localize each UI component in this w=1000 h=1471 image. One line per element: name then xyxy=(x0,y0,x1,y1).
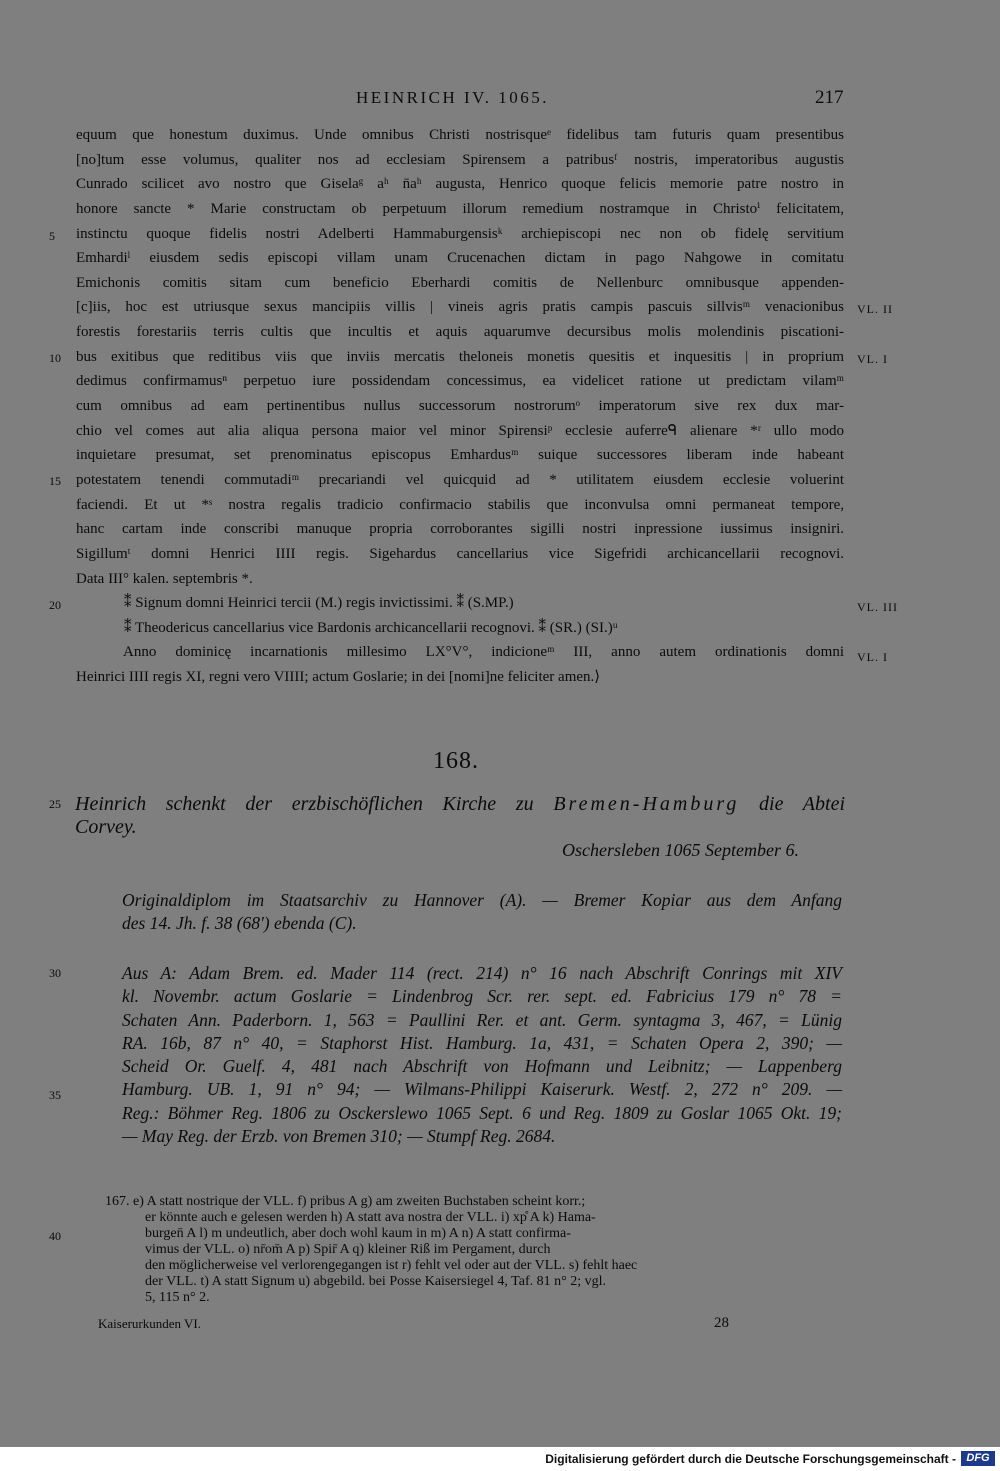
charter-text xyxy=(76,123,844,690)
margin-note: VL. I xyxy=(857,352,888,366)
text-line: Emichonis comitis sitam cum beneficio Eberhardi comitis de Nellenburc omnibusque appenden- xyxy=(76,274,844,291)
text-line: Data III° kalen. septembris *. xyxy=(76,570,253,587)
text-line: Sigillumᵗ domni Henrici IIII regis. Sigehardus cancellarius vice Sigefridi archicancellarii recognovi. xyxy=(76,545,844,562)
edition-line: RA. 16b, 87 n° 40, = Staphorst Hist. Hamburg. 1a, 431, = Schaten Opera 2, 390; — xyxy=(122,1032,842,1053)
text-line: hanc cartam inde conscribi manuque propria corroborantes sigilli nostri inpressione iussimus insigniri. xyxy=(76,521,844,538)
text-line: cum omnibus ad eam pertinentibus nullus successorum nostrorumᵒ imperatorum sive rex dux mar- xyxy=(76,398,844,415)
title-place: Bremen-Hamburg xyxy=(553,793,740,815)
text-line: honore sancte * Marie constructam ob perpetuum illorum remedium nostramque in Christoⁱ felicitatem, xyxy=(76,200,844,217)
text-line: [c]iis, hoc est utriusque sexus mancipiis villis | vineis agris pratis campis pascuis sillvisᵐ venacionibus xyxy=(76,299,844,316)
document-number: 168. xyxy=(433,748,479,774)
footnote-line: 167. e) A statt nostrique der VLL. f) pribus A g) am zweiten Buchstaben scheint korr.; xyxy=(105,1194,586,1209)
footnotes xyxy=(105,1194,842,1306)
source-line: des 14. Jh. f. 38 (68') ebenda (C). xyxy=(122,913,357,933)
edition-line: — May Reg. der Erzb. von Bremen 310; — Stumpf Reg. 2684. xyxy=(122,1126,556,1147)
line-number: 30 xyxy=(49,966,61,980)
footnote-line: 5, 115 n° 2. xyxy=(145,1290,210,1305)
text-line: forestis forestariis terris cultis que incultis et aquis aquarumve decursibus molis molendinis piscationi- xyxy=(76,324,844,341)
source-line: Originaldiplom im Staatsarchiv zu Hannover (A). — Bremer Kopiar aus dem Anfang xyxy=(122,890,842,910)
text-line: equum que honestum duximus. Unde omnibus Christi nostrisqueᵉ fidelibus tam futuris quam presentibus xyxy=(76,127,844,143)
edition-line: Scheid Or. Guelf. 4, 481 nach Abschrift von Hofmann und Leibnitz; — Lappenberg xyxy=(122,1056,842,1077)
edition-line: Hamburg. UB. 1, 91 n° 94; — Wilmans-Philippi Kaiserurk. Westf. 2, 272 n° 209. — xyxy=(122,1079,842,1100)
edition-line: Schaten Ann. Paderborn. 1, 563 = Paullini Rer. et ant. Germ. syntagma 3, 467, = Lünig xyxy=(122,1009,842,1030)
line-number: 25 xyxy=(49,797,61,811)
title-part: Corvey. xyxy=(75,816,137,838)
signature-mark: Kaiserurkunden VI. xyxy=(98,1316,202,1331)
credit-bar xyxy=(0,1447,1000,1471)
edition-line: kl. Novembr. actum Goslarie = Lindenbrog Scr. rer. sept. ed. Fabricius 179 n° 78 = xyxy=(122,986,842,1007)
line-number: 10 xyxy=(49,351,61,365)
page-number: 217 xyxy=(815,87,844,108)
text-line: Emhardiˡ eiusdem sedis episcopi villam unam Crucenachen dictam in pago Nahgowe in comitatu xyxy=(76,250,844,267)
dfg-logo-icon: DFG xyxy=(961,1451,995,1466)
running-head: HEINRICH IV. 1065. xyxy=(356,88,549,107)
dating-line: Anno dominicę incarnationis millesimo LX°V°, indicioneᵐ III, anno autem ordinationis domni xyxy=(123,644,844,661)
place-date: Oschersleben 1065 September 6. xyxy=(562,840,799,860)
title-part: die Abtei xyxy=(739,793,845,815)
footnote-line: burgen̄ A l) m undeutlich, aber doch wohl kaum in m) A n) A statt confirma- xyxy=(145,1226,571,1241)
footnote-line: den möglicherweise vel verlorengegangen ist r) fehlt vel oder aut der VLL. s) fehlt haec xyxy=(145,1258,638,1273)
recognition-line: ⁑ Theodericus cancellarius vice Bardonis archicancellarii recognovi. ⁑ (SR.) (SI.)ᵘ xyxy=(124,619,618,636)
text-line: instinctu quoque fidelis nostri Adelberti Hammaburgensisᵏ archiepiscopi nec non ob fidelę servitium xyxy=(76,225,844,242)
line-number: 35 xyxy=(49,1088,61,1102)
line-number: 20 xyxy=(49,598,61,612)
text-line: Cunrado scilicet avo nostro que Giselaᵍ aʰ n̄aʰ augusta, Henrico quoque felicis memorie patre nostro in xyxy=(76,176,844,193)
line-number: 15 xyxy=(49,474,61,488)
footnote-line: der VLL. t) A statt Signum u) abgebild. bei Posse Kaisersiegel 4, Taf. 81 n° 2; vgl. xyxy=(145,1274,606,1289)
line-number: 40 xyxy=(49,1229,61,1243)
text-line: dedimus confirmamusⁿ perpetuo iure possidendam concessimus, ea videlicet ratione ut predictam vilamᵐ xyxy=(76,373,844,390)
signum-line: ⁑ Signum domni Heinrici tercii (M.) regis invictissimi. ⁑ (S.MP.) xyxy=(124,595,514,612)
source-note xyxy=(122,889,842,935)
line-number: 5 xyxy=(49,229,55,243)
text-line: faciendi. Et ut *ˢ nostra regalis tradicio confirmacio stabilis que inconvulsa omni permaneat tempore, xyxy=(76,496,844,513)
title-part: Heinrich schenkt der erzbischöflichen Kirche zu xyxy=(75,793,554,815)
edition-line: Aus A: Adam Brem. ed. Mader 114 (rect. 214) n° 16 nach Abschrift Conrings mit XIV xyxy=(122,963,842,983)
footnote-line: vimus der VLL. o) nr̄om̄ A p) Spir̄ A q) kleiner Riß im Pergament, durch xyxy=(145,1242,551,1257)
text-line: chio vel comes aut alia aliqua persona maior vel minor Spirensiᵖ ecclesie auferreᑫ alienare *ʳ ullo modo xyxy=(76,422,844,439)
margin-note: VL. I xyxy=(857,650,888,664)
document-title xyxy=(75,793,845,839)
text-line: inquietare presumat, set prenominatus episcopus Emhardusᵐ suique successores liberam inde habeant xyxy=(76,447,844,464)
text-line: potestatem tenendi commutadiᵐ precariandi vel quicquid ad * utilitatem eiusdem ecclesie voluerint xyxy=(76,471,844,488)
edition-line: Reg.: Böhmer Reg. 1806 zu Osckerslewo 1065 Sept. 6 und Reg. 1809 zu Goslar 1065 Okt. 19; xyxy=(122,1102,842,1123)
text-line: bus exitibus que reditibus viis que inviis mercatis theloneis monetis quesitis et inquesitis | in proprium xyxy=(76,348,844,365)
text-line: Heinrici IIII regis XI, regni vero VIIII; actum Goslarie; in dei [nomi]ne feliciter amen.⟩ xyxy=(76,669,601,686)
editions-note xyxy=(122,962,842,1148)
footnote-line: er könnte auch e gelesen werden h) A statt ava nostra der VLL. i) xp̊ A k) Hama- xyxy=(145,1210,596,1225)
text-line: [no]tum esse volumus, qualiter nos ad ecclesiam Spirensem a patribusᶠ nostris, imperatoribus augustis xyxy=(76,151,844,168)
credit-text: Digitalisierung gefördert durch die Deutsche Forschungsgemeinschaft - xyxy=(545,1452,956,1466)
sheet-number: 28 xyxy=(714,1315,729,1331)
margin-note: VL. II xyxy=(857,302,893,316)
margin-note: VL. III xyxy=(857,600,898,614)
